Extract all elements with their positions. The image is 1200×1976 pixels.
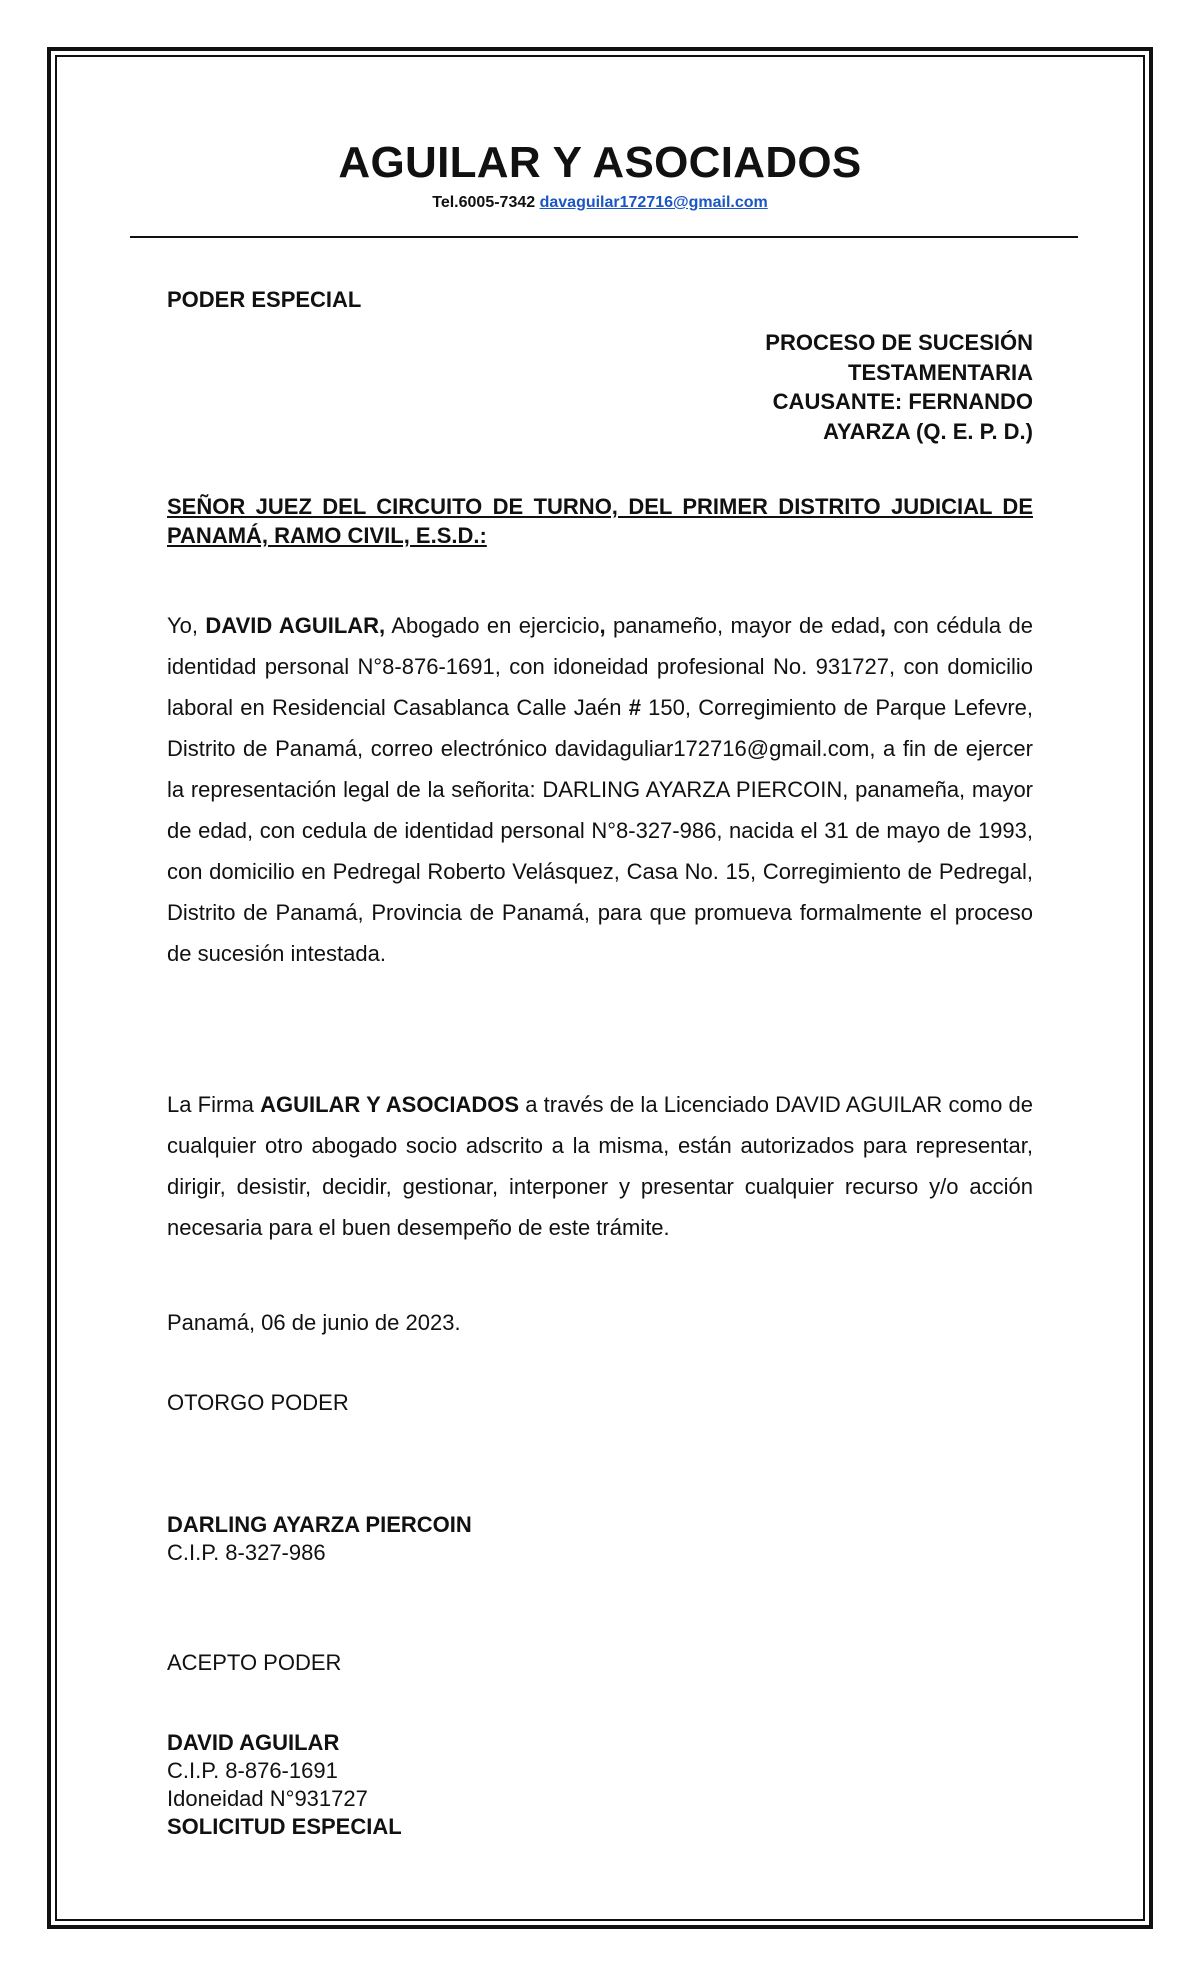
body-paragraph-2 bbox=[167, 1084, 1033, 1248]
grantor-name: DARLING AYARZA PIERCOIN bbox=[167, 1512, 472, 1537]
text-run: Abogado en ejercicio bbox=[385, 613, 600, 638]
text-run: 150, Corregimiento de Parque Lefevre, Distrito de Panamá, correo electrónico davidaguliar172716@gmail.com, a fin de ejercer la representación legal de la señorita: DARLING AYARZA PIERCOIN, panameña, mayor de edad, con cedula de identidad personal N°8-327-986, nacida el 31 de mayo de 1993, con domicilio en Pedregal Roberto Velásquez, Casa No. 15, Corregimiento de Pedregal, Distrito de Panamá, Provincia de Panamá, para que promueva formalmente el proceso de sucesión intestada. bbox=[167, 695, 1033, 966]
text-run-bold: AGUILAR Y ASOCIADOS bbox=[260, 1092, 520, 1117]
footer-label: SOLICITUD ESPECIAL bbox=[167, 1814, 402, 1839]
caption-line: PROCESO DE SUCESIÓN bbox=[765, 330, 1033, 355]
firm-phone: Tel.6005-7342 bbox=[432, 194, 536, 211]
attorney-id: C.I.P. 8-876-1691 bbox=[167, 1758, 338, 1783]
text-run: panameño, mayor de edad bbox=[605, 613, 880, 638]
text-run-bold: , bbox=[879, 613, 886, 638]
firm-contact bbox=[0, 194, 1200, 212]
firm-name: AGUILAR Y ASOCIADOS bbox=[338, 138, 862, 187]
body-paragraph-1 bbox=[167, 605, 1033, 974]
caption-line: CAUSANTE: FERNANDO bbox=[772, 389, 1033, 414]
document-type: PODER ESPECIAL bbox=[167, 287, 362, 312]
caption-line: AYARZA (Q. E. P. D.) bbox=[823, 418, 1033, 444]
text-run: Yo, bbox=[167, 613, 206, 638]
header-divider bbox=[130, 236, 1078, 238]
addressee: SEÑOR JUEZ DEL CIRCUITO DE TURNO, DEL PRIMER DISTRITO JUDICIAL DE PANAMÁ, RAMO CIVIL, E.S.D.: bbox=[167, 494, 1033, 548]
attorney-name: DAVID AGUILAR bbox=[167, 1730, 340, 1755]
firm-email-link[interactable]: davaguilar172716@gmail.com bbox=[539, 194, 768, 211]
text-run-bold: DAVID AGUILAR, bbox=[205, 613, 386, 638]
text-run: La Firma bbox=[167, 1092, 261, 1117]
text-run: a través de la Licenciado DAVID AGUILAR como de cualquier otro abogado socio adscrito a la misma, están autorizados para representar, dirigir, desistir, decidir, gestionar, interponer y presentar cualquier recurso y/o acción necesaria para el buen desempeño de este trámite. bbox=[167, 1092, 1033, 1240]
grant-label: OTORGO PODER bbox=[167, 1390, 349, 1415]
grantor-id: C.I.P. 8-327-986 bbox=[167, 1540, 326, 1565]
attorney-idoneidad: Idoneidad N°931727 bbox=[167, 1786, 368, 1811]
accept-label: ACEPTO PODER bbox=[167, 1650, 342, 1675]
case-caption bbox=[765, 328, 1033, 446]
place-date: Panamá, 06 de junio de 2023. bbox=[167, 1310, 461, 1335]
text-run: con cédula de identidad personal N°8-876-1691, con idoneidad profesional No. 931727, con domicilio laboral en Residencial Casablanca Calle Jaén bbox=[167, 613, 1033, 720]
caption-line: TESTAMENTARIA bbox=[848, 359, 1033, 385]
text-run-bold: # bbox=[628, 695, 641, 720]
text-run-bold: , bbox=[599, 613, 606, 638]
